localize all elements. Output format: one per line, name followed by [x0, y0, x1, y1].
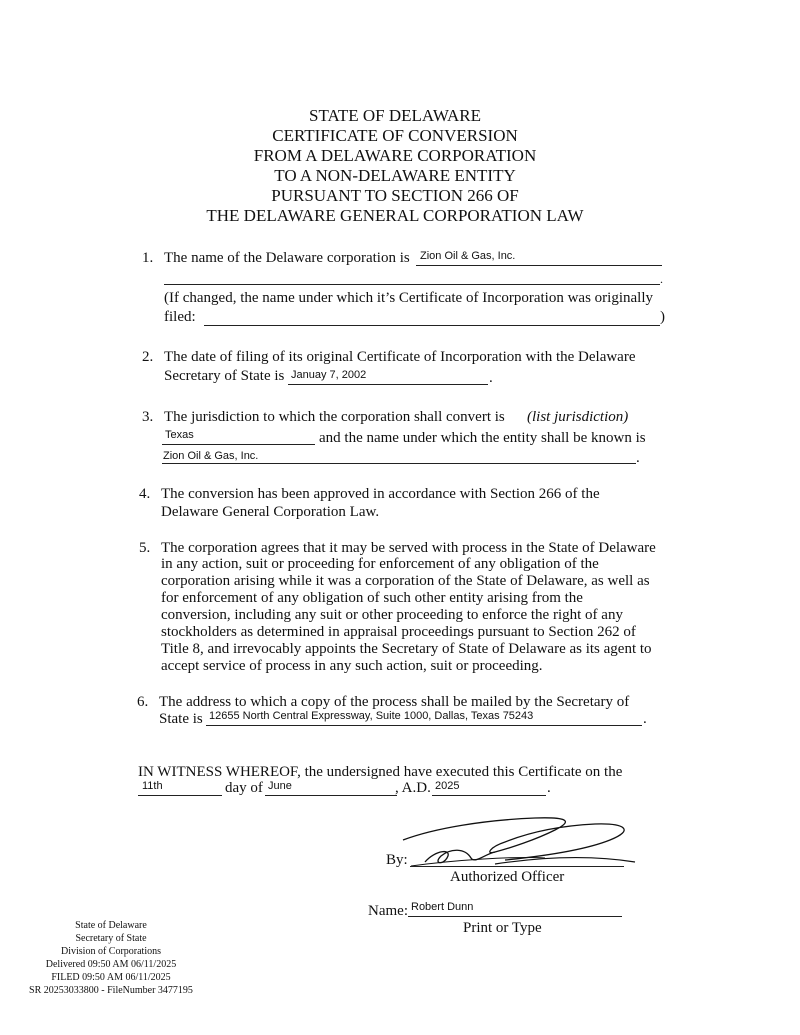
underline	[162, 463, 636, 464]
item-number: 4.	[139, 486, 151, 502]
item-4-text: Delaware General Corporation Law.	[161, 504, 380, 520]
title-line: CERTIFICATE OF CONVERSION	[272, 126, 518, 145]
stamp-line: Secretary of State	[75, 933, 147, 944]
underline	[138, 795, 222, 796]
corporation-name-field: Zion Oil & Gas, Inc.	[420, 250, 516, 262]
handwritten-signature	[395, 812, 640, 872]
stamp-line: FILED 09:50 AM 06/11/2025	[51, 972, 171, 983]
item-5-line: in any action, suit or proceeding for enforcement of any obligation of the	[161, 556, 599, 572]
ad-label: , A.D.	[395, 780, 431, 796]
item-number: 1.	[142, 250, 154, 266]
item-1-filed-label: filed:	[164, 309, 196, 325]
jurisdiction-field: Texas	[165, 429, 194, 441]
by-label: By:	[386, 852, 408, 868]
signature-line	[410, 866, 624, 867]
filing-stamp	[16, 919, 206, 997]
underline	[265, 795, 397, 796]
item-5-line: The corporation agrees that it may be served with process in the State of Delaware	[161, 540, 656, 556]
title-line: PURSUANT TO SECTION 266 OF	[271, 186, 519, 205]
item-3-italic-note: (list jurisdiction)	[527, 409, 629, 425]
item-number: 3.	[142, 409, 154, 425]
stamp-line: State of Delaware	[75, 920, 147, 931]
print-or-type-label: Print or Type	[463, 920, 542, 936]
item-number: 6.	[137, 694, 149, 710]
original-name-field	[204, 325, 660, 326]
item-5-line: accept service of process in any such action, suit or proceeding.	[161, 658, 543, 674]
underline	[416, 265, 662, 266]
item-6-text: The address to which a copy of the process shall be mailed by the Secretary of	[159, 694, 630, 710]
underline	[162, 444, 315, 445]
item-5-line: Title 8, and irrevocably appoints the Secretary of State of Delaware as its agent to	[161, 641, 652, 657]
underline	[288, 384, 488, 385]
year-field: 2025	[435, 780, 460, 792]
close-paren: )	[660, 309, 665, 325]
underline	[432, 795, 546, 796]
title-line: FROM A DELAWARE CORPORATION	[253, 146, 537, 165]
item-2-text: The date of filing of its original Certificate of Incorporation with the Delaware	[164, 349, 636, 365]
item-5-line: stockholders as determined in appraisal proceedings pursuant to Section 262 of	[161, 624, 636, 640]
mailing-address-field: 12655 North Central Expressway, Suite 1000, Dallas, Texas 75243	[209, 710, 534, 722]
item-2-label: Secretary of State is	[164, 368, 285, 384]
title-line: STATE OF DELAWARE	[309, 106, 481, 125]
item-3-text: The jurisdiction to which the corporation shall convert is	[164, 409, 505, 425]
item-1-label: The name of the Delaware corporation is	[164, 250, 410, 266]
item-5-line: for enforcement of any obligation of such other entity arising from the	[161, 590, 583, 606]
stamp-line: Delivered 09:50 AM 06/11/2025	[45, 959, 177, 970]
title-line: TO A NON-DELAWARE ENTITY	[274, 166, 516, 185]
officer-name-field: Robert Dunn	[411, 901, 474, 913]
underline	[408, 916, 622, 917]
new-entity-name-field: Zion Oil & Gas, Inc.	[163, 450, 259, 462]
authorized-officer-label: Authorized Officer	[450, 869, 565, 885]
item-3-text-2: and the name under which the entity shall be known is	[319, 430, 646, 446]
item-number: 2.	[142, 349, 154, 365]
month-field: June	[268, 780, 292, 792]
title-line: THE DELAWARE GENERAL CORPORATION LAW	[206, 206, 584, 225]
name-label: Name:	[368, 903, 408, 919]
item-number: 5.	[139, 540, 151, 556]
item-4-text: The conversion has been approved in accordance with Section 266 of the	[161, 486, 600, 502]
stamp-line: Division of Corporations	[61, 946, 161, 957]
item-5-line: corporation arising while it was a corporation of the State of Delaware, as well as	[161, 573, 650, 589]
filing-date-field: Januay 7, 2002	[291, 369, 367, 381]
item-1-changed-text: (If changed, the name under which it’s Certificate of Incorporation was originally	[164, 290, 653, 306]
witness-text: IN WITNESS WHEREOF, the undersigned have executed this Certificate on the	[138, 764, 623, 780]
item-5-line: conversion, including any suit or other proceeding to enforce the right of any	[161, 607, 623, 623]
underline	[206, 725, 642, 726]
item-6-label: State is	[159, 711, 203, 727]
day-field: 11th	[142, 780, 163, 792]
stamp-line: SR 20253033800 - FileNumber 3477195	[29, 985, 193, 996]
underline	[164, 284, 660, 285]
day-of-label: day of	[225, 780, 263, 796]
